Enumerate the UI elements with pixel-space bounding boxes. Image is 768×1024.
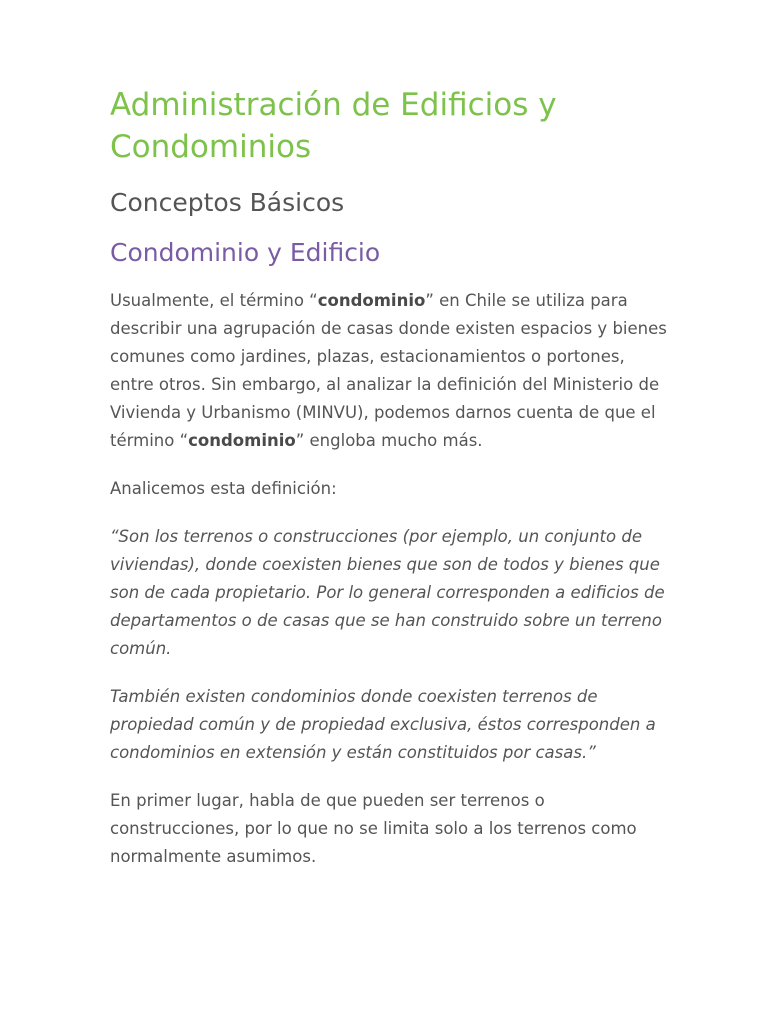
document-title: Administración de Edificios y Condominios xyxy=(110,87,557,165)
paragraph-intro xyxy=(110,287,668,455)
paragraph-analysis: Analicemos esta definición: xyxy=(110,479,337,498)
quote-paragraph-2: También existen condominios donde coexisten terrenos de propiedad común y de propiedad exclusiva, éstos corresponden a condominios en extensión y están constituidos por casas.” xyxy=(110,687,656,762)
paragraph-intro-text-1: Usualmente, el término “ xyxy=(110,291,318,310)
document-subtitle: Conceptos Básicos xyxy=(110,188,345,217)
quote-paragraph-1: “Son los terrenos o construcciones (por ejemplo, un conjunto de viviendas), donde coexisten bienes que son de todos y bienes que son de cada propietario. Por lo general corresponden a edificios de departamentos o de casas que se han construido sobre un terreno común. xyxy=(110,527,665,658)
paragraph-intro-bold-term-1: condominio xyxy=(317,291,426,310)
paragraph-intro-bold-term-2: condominio xyxy=(188,431,296,450)
paragraph-conclusion: En primer lugar, habla de que pueden ser terrenos o construcciones, por lo que no se limita solo a los terrenos como normalmente asumimos. xyxy=(110,791,637,866)
paragraph-intro-text-3: ” engloba mucho más. xyxy=(295,431,483,450)
section-heading: Condominio y Edificio xyxy=(110,238,381,267)
paragraph-intro-text-2: ” en Chile se utiliza para describir una agrupación de casas donde existen espacios y bienes comunes como jardines, plazas, estacionamientos o portones, entre otros. Sin embargo, al analizar la definición del Ministerio de Vivienda y Urbanismo (MINVU), podemos darnos cuenta de que el término “ xyxy=(110,291,667,450)
